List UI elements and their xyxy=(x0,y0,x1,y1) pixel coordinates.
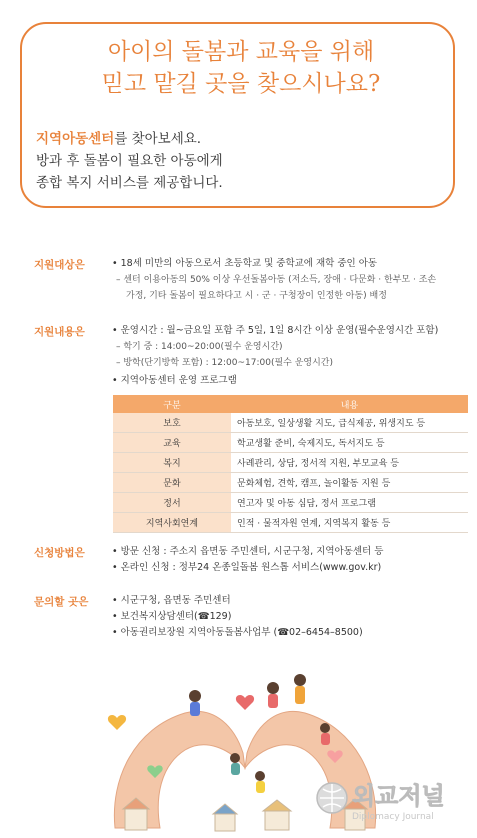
adult-figure xyxy=(294,674,306,704)
intro-highlight: 지역아동센터 xyxy=(36,131,115,147)
content-item-hours: • 운영시간 : 월~금요일 포함 주 5일, 1일 8시간 이상 운영(필수운영시간 포함) xyxy=(112,324,438,338)
table-cell-content: 연고자 및 아동 심담, 정서 프로그램 xyxy=(231,493,468,513)
table-cell-content: 사례관리, 상담, 정서적 지원, 부모교육 등 xyxy=(231,453,468,473)
target-item: • 18세 미만의 아동으로서 초등학교 및 중학교에 재학 중인 아동 xyxy=(112,257,377,271)
intro-line1: 를 찾아보세요. xyxy=(114,131,202,147)
watermark-title: 외교저널 xyxy=(352,782,445,810)
table-cell-content: 인적 · 물적자원 연계, 지역복지 활동 등 xyxy=(231,513,468,533)
program-table xyxy=(113,395,468,533)
target-sub-2: 가정, 기타 돌봄이 필요하다고 시 · 군 · 구청장이 인정한 아동) 배정 xyxy=(126,291,387,301)
table-cell-category: 문화 xyxy=(113,473,231,493)
headline-line1: 아이의 돌봄과 교육을 위해 xyxy=(107,39,375,65)
content-label: 지원내용은 xyxy=(34,326,85,338)
table-cell-category: 보호 xyxy=(113,413,231,433)
table-row xyxy=(113,513,468,533)
target-label: 지원대상은 xyxy=(34,259,85,271)
apply-label: 신청방법은 xyxy=(34,547,85,559)
intro-text xyxy=(36,128,223,194)
table-row xyxy=(113,493,468,513)
headline-line2: 믿고 맡길 곳을 찾으시나요? xyxy=(101,71,381,97)
apply-item-online: • 온라인 신청 : 정부24 온종일돌봄 원스톱 서비스(www.gov.kr) xyxy=(112,561,381,575)
apply-item-visit: • 방문 신청 : 주소지 읍면동 주민센터, 시군구청, 지역아동센터 등 xyxy=(112,545,383,559)
table-cell-category: 복지 xyxy=(113,453,231,473)
intro-line3: 종합 복지 서비스를 제공합니다. xyxy=(36,175,223,191)
content-sub-vacation: – 방학(단기방학 포함) : 12:00~17:00(필수 운영시간) xyxy=(116,358,334,368)
intro-line2: 방과 후 돌봄이 필요한 아동에게 xyxy=(36,153,223,169)
headline xyxy=(36,36,446,100)
contact-item-1: • 시군구청, 읍면동 주민센터 xyxy=(112,594,231,608)
child-figure xyxy=(230,753,240,775)
heart-icon xyxy=(108,715,126,730)
table-row xyxy=(113,473,468,493)
table-row xyxy=(113,413,468,433)
table-header-category: 구분 xyxy=(113,395,231,413)
table-header-content: 내용 xyxy=(231,395,468,413)
table-header-row xyxy=(113,395,468,413)
table-row xyxy=(113,433,468,453)
watermark-logo xyxy=(312,776,472,826)
target-sub-1: – 센터 이용아동의 50% 이상 우선돌봄아동 (저소득, 장애 · 다문화 · 한부모 · 조손 xyxy=(116,275,437,285)
table-cell-category: 지역사회연계 xyxy=(113,513,231,533)
table-cell-content: 학교생활 준비, 숙제지도, 독서지도 등 xyxy=(231,433,468,453)
heart-icon xyxy=(236,695,254,710)
watermark-subtitle: Diplomacy Journal xyxy=(352,812,434,822)
contact-label: 문의할 곳은 xyxy=(34,596,89,608)
table-cell-content: 문화체험, 견학, 캠프, 놀이활동 지원 등 xyxy=(231,473,468,493)
child-figure xyxy=(189,690,201,716)
table-row xyxy=(113,453,468,473)
contact-item-3: • 아동권리보장원 지역아동돌봄사업부 (☎02–6454–8500) xyxy=(112,626,363,640)
content-sub-semester: – 학기 중 : 14:00~20:00(필수 운영시간) xyxy=(116,342,283,352)
content-item-program: • 지역아동센터 운영 프로그램 xyxy=(112,374,237,388)
table-cell-category: 정서 xyxy=(113,493,231,513)
contact-item-2: • 보건복지상담센터(☎129) xyxy=(112,610,231,624)
table-cell-category: 교육 xyxy=(113,433,231,453)
child-figure xyxy=(255,771,265,793)
child-figure xyxy=(267,682,279,708)
table-cell-content: 아동보호, 일상생활 지도, 급식제공, 위생지도 등 xyxy=(231,413,468,433)
